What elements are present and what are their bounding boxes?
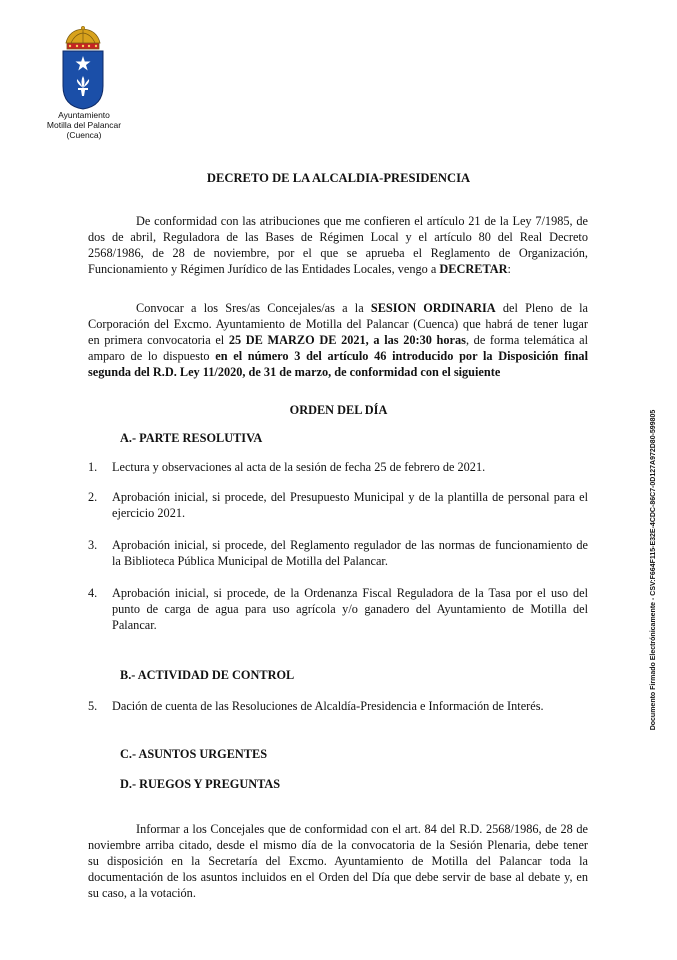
paragraph-line (88, 348, 588, 364)
electronic-signature-stamp (650, 400, 662, 740)
signature-csv-text: Documento Firmado Electrónicamente - CSV:F664F115-E32E-4CDC-86C7-0D127A972D80-599805 (650, 409, 657, 731)
convocation-paragraph (88, 300, 588, 380)
municipality-line: Motilla del Palancar (46, 120, 122, 130)
agenda-title: ORDEN DEL DÍA (289, 403, 388, 417)
paragraph-line (88, 332, 588, 348)
item-line: Aprobación inicial, si procede, de la Ordenanza Fiscal Reguladora de la Tasa por el uso del (112, 586, 588, 600)
item-line: Lectura y observaciones al acta de la sesión de fecha 25 de febrero de 2021. (112, 460, 486, 474)
municipality-line: (Cuenca) (66, 130, 102, 140)
paragraph-line: Corporación del Excmo. Ayuntamiento de Motilla del Palancar (Cuenca) que habrá de tener lugar (88, 317, 588, 331)
legal-reference: en el número 3 del artículo 46 introducido por la Disposición final (215, 349, 588, 363)
item-line: Aprobación inicial, si procede, del Reglamento regulador de las normas de funcionamiento de (112, 538, 588, 552)
item-line: Palancar. (112, 618, 157, 632)
paragraph-text: Convocar a los Sres/as Concejales/as a la (136, 301, 371, 315)
paragraph-text: del Pleno de la (495, 301, 589, 315)
paragraph-text: en primera convocatoria el (88, 333, 229, 347)
municipality-line: Ayuntamiento (58, 110, 110, 120)
paragraph-text: : (507, 262, 511, 276)
closing-paragraph (88, 821, 588, 901)
paragraph-line: su disposición en la Secretaría del Excmo. Ayuntamiento de Motilla del Palancar toda la (88, 854, 588, 868)
item-line: Dación de cuenta de las Resoluciones de Alcaldía-Presidencia e Información de Interés. (112, 699, 544, 713)
section-heading-c: C.- ASUNTOS URGENTES (120, 747, 268, 761)
paragraph-line: Informar a los Concejales que de conformidad con el art. 84 del R.D. 2568/1986, de 28 de (136, 822, 588, 836)
paragraph-line (88, 300, 588, 316)
paragraph-line: documentación de los asuntos incluidos en el Orden del Día que debe servir de base al debate y, en (88, 870, 588, 884)
paragraph-line: su caso, a la votación. (88, 886, 196, 900)
intro-paragraph (88, 213, 588, 277)
session-date: 25 DE MARZO DE 2021, a las 20:30 horas (228, 333, 466, 347)
legal-reference: segunda del R.D. Ley 11/2020, de 31 de marzo, de conformidad con el siguiente (88, 365, 501, 379)
item-number: 2. (88, 490, 98, 504)
section-heading-d: D.- RUEGOS Y PREGUNTAS (120, 777, 281, 791)
paragraph-line (88, 364, 588, 380)
paragraph-line (88, 261, 588, 277)
municipality-name (30, 110, 138, 140)
coat-of-arms-icon (57, 26, 109, 110)
decretar-emphasis: DECRETAR (439, 262, 508, 276)
item-line: Aprobación inicial, si procede, del Presupuesto Municipal y de la plantilla de personal para el (112, 490, 588, 504)
crown-icon (66, 26, 100, 49)
item-number: 3. (88, 538, 98, 552)
paragraph-line: 2568/1986, de 28 de noviembre, por el que se aprueba el Reglamento de Organización, (88, 246, 588, 260)
document-title: DECRETO DE LA ALCALDIA-PRESIDENCIA (206, 171, 471, 185)
session-type: SESION ORDINARIA (370, 301, 496, 315)
paragraph-text: amparo de lo dispuesto (88, 349, 216, 363)
section-heading-b: B.- ACTIVIDAD DE CONTROL (120, 668, 295, 682)
section-heading-a: A.- PARTE RESOLUTIVA (120, 431, 263, 445)
item-number: 5. (88, 699, 98, 713)
item-line: ejercicio 2021. (112, 506, 186, 520)
paragraph-line: dos de abril, Reguladora de las Bases de Régimen Local y el artículo 80 del Real Decreto (88, 230, 588, 244)
item-line: punto de carga de agua para uso agrícola y/o ganadero del Ayuntamiento de Motilla del (112, 602, 588, 616)
paragraph-line: De conformidad con las atribuciones que me confieren el artículo 21 de la Ley 7/1985, de (136, 214, 588, 228)
item-number: 4. (88, 586, 98, 600)
paragraph-line: noviembre arriba citado, desde el mismo día de la convocatoria de la Sesión Plenaria, debe tener (88, 838, 588, 852)
paragraph-text: Funcionamiento y Régimen Jurídico de las Entidades Locales, vengo a (88, 262, 440, 276)
item-number: 1. (88, 460, 98, 474)
item-line: la Biblioteca Pública Municipal de Motilla del Palancar. (112, 554, 388, 568)
paragraph-text: , de forma telemática al (465, 333, 588, 347)
